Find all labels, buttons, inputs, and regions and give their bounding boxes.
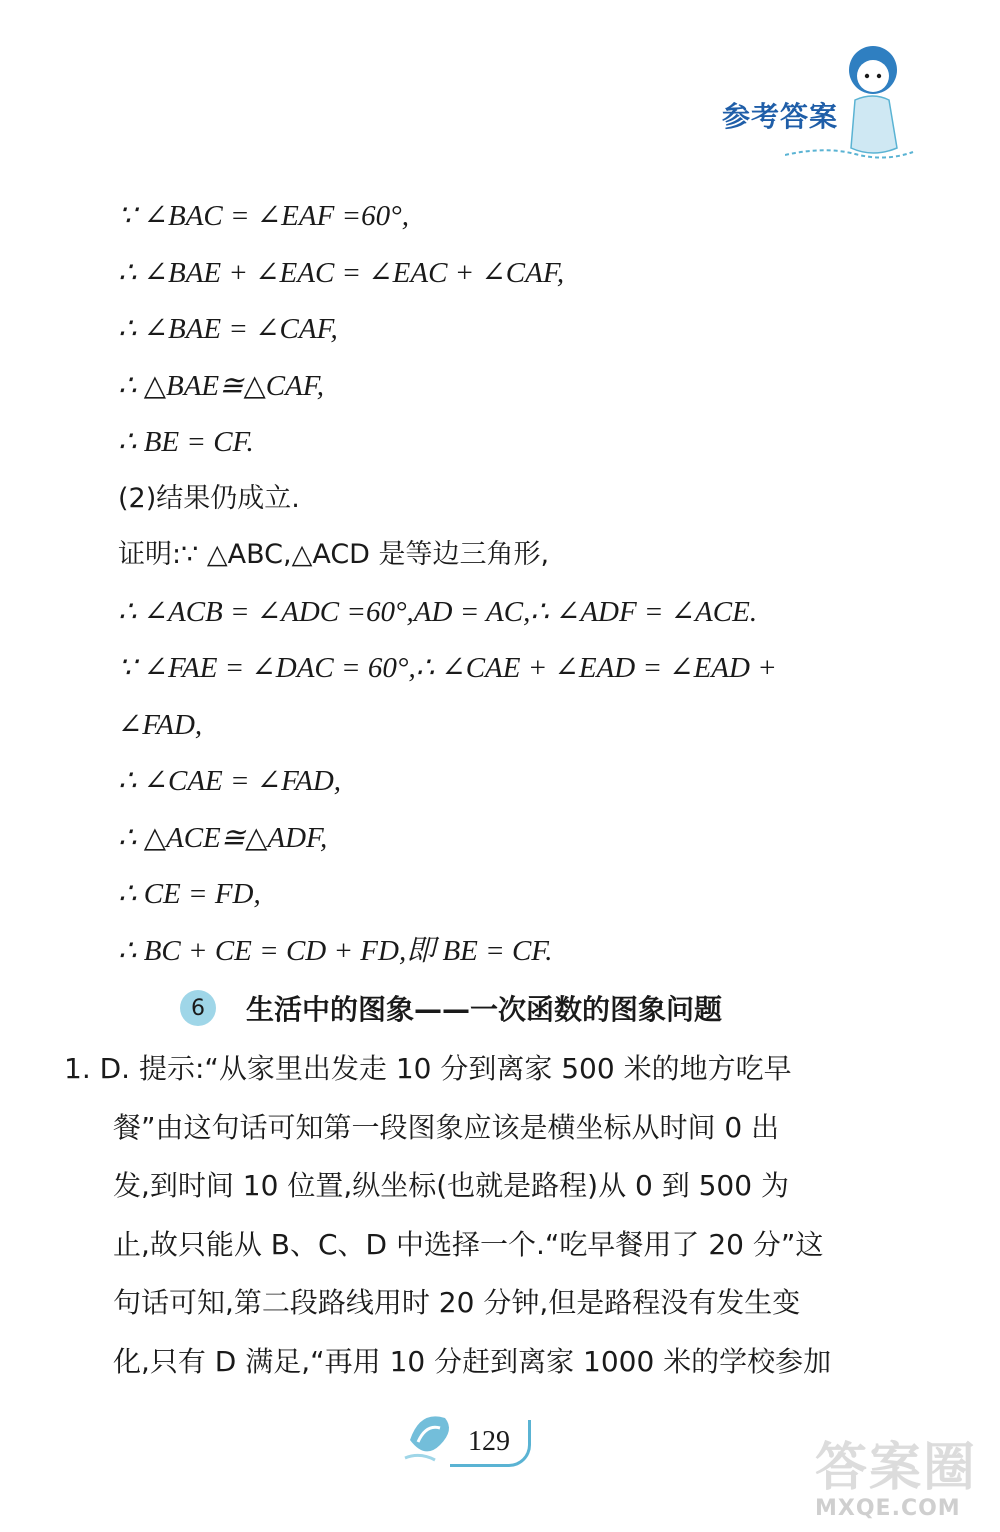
proof-line: (2)结果仍成立.: [118, 482, 300, 514]
answer-line: 化,只有 D 满足,“再用 10 分赶到离家 1000 米的学校参加: [113, 1344, 832, 1378]
section-number-badge: 6: [180, 990, 216, 1026]
section-heading: [180, 984, 722, 1032]
answer-line: 餐”由这句话可知第一段图象应该是横坐标从时间 0 出: [113, 1110, 780, 1144]
proof-line: 证明:∵ △ABC,△ACD 是等边三角形,: [118, 539, 550, 570]
page-number: 129: [450, 1420, 531, 1467]
answer-line: 1. D. 提示:“从家里出发走 10 分到离家 500 米的地方吃早: [64, 1052, 792, 1085]
proof-line: ∴ △ACE≅△ADF,: [118, 821, 328, 854]
proof-line: ∴ CE = FD,: [118, 878, 261, 910]
proof-line: ∴ △BAE≅△CAF,: [118, 369, 325, 402]
proof-line: ∴ ∠BAE + ∠EAC = ∠EAC + ∠CAF,: [118, 256, 565, 289]
watermark: [815, 1440, 995, 1530]
watermark-logo-text: 答案圈: [815, 1438, 978, 1498]
proof-line: ∴ BC + CE = CD + FD,即 BE = CF.: [118, 934, 553, 967]
answer-line: 发,到时间 10 位置,纵坐标(也就是路程)从 0 到 500 为: [113, 1169, 789, 1202]
answer-line: 句话可知,第二段路线用时 20 分钟,但是路程没有发生变: [113, 1286, 801, 1319]
watermark-url: MXQE.COM: [815, 1496, 961, 1521]
proof-line: ∴ ∠ACB = ∠ADC =60°,AD = AC,∴ ∠ADF = ∠ACE.: [118, 595, 758, 628]
header-badge: 参考答案: [722, 100, 839, 133]
answer-block: [64, 1040, 876, 1391]
proof-block: [118, 188, 878, 979]
answer-line: 止,故只能从 B、C、D 中选择一个.“吃早餐用了 20 分”这: [113, 1227, 824, 1261]
proof-line: ∠FAD,: [118, 708, 203, 741]
proof-line: ∵ ∠BAC = ∠EAF =60°,: [118, 200, 409, 232]
proof-line: ∴ ∠BAE = ∠CAF,: [118, 313, 338, 345]
section-title: 生活中的图象——一次函数的图象问题: [246, 993, 723, 1026]
mascot-illustration: [785, 40, 915, 165]
proof-line: ∴ BE = CF.: [118, 426, 254, 458]
proof-line: ∴ ∠CAE = ∠FAD,: [118, 765, 342, 797]
proof-line: ∵ ∠FAE = ∠DAC = 60°,∴ ∠CAE + ∠EAD = ∠EAD +: [118, 652, 777, 684]
